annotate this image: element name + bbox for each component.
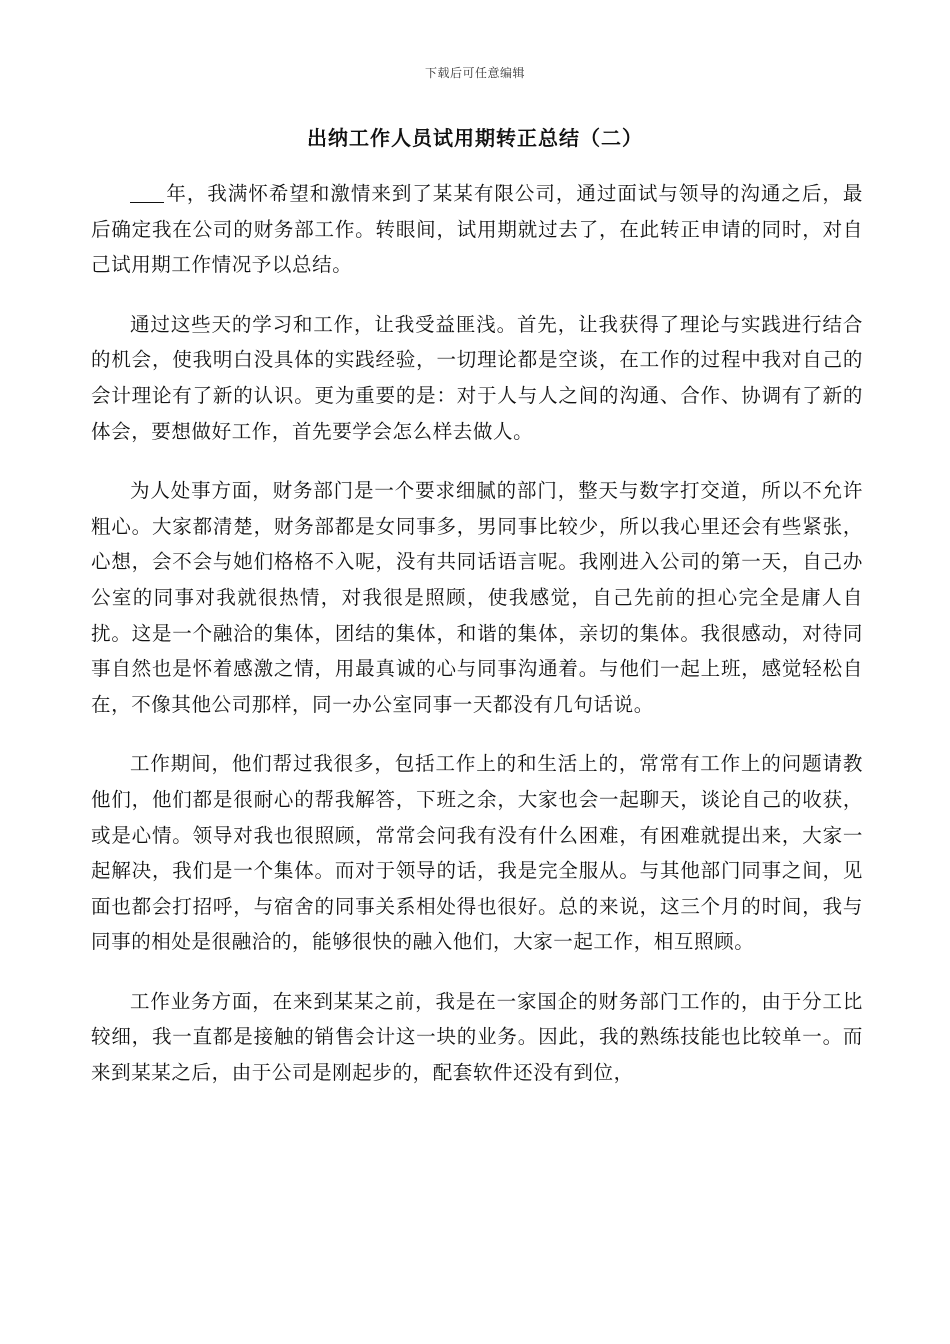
paragraph-1-text: 年，我满怀希望和激情来到了某某有限公司，通过面试与领导的沟通之后，最后确定我在公司的财务部工作。转眼间，试用期就过去了，在此转正申请的同时，对自己试用期工作情况予以总结。 xyxy=(91,182,863,277)
paragraph-5: 工作业务方面，在来到某某之前，我是在一家国企的财务部门工作的，由于分工比较细，我一直都是接触的销售会计这一块的业务。因此，我的熟练技能也比较单一。而来到某某之后，由于公司是刚起步的，配套软件还没有到位， xyxy=(91,989,863,1085)
paragraph-3: 为人处事方面，财务部门是一个要求细腻的部门，整天与数字打交道，所以不允许粗心。大家都清楚，财务部都是女同事多，男同事比较少，所以我心里还会有些紧张，心想，会不会与她们格格不入呢，没有共同话语言呢。我刚进入公司的第一天，自己办公室的同事对我就很热情，对我很是照顾，使我感觉，自己先前的担心完全是庸人自扰。这是一个融洽的集体，团结的集体，和谐的集体，亲切的集体。我很感动，对待同事自然也是怀着感激之情，用最真诚的心与同事沟通着。与他们一起上班，感觉轻松自在，不像其他公司那样，同一办公室同事一天都没有几句话说。 xyxy=(91,479,863,716)
paragraph-4: 工作期间，他们帮过我很多，包括工作上的和生活上的，常常有工作上的问题请教他们，他们都是很耐心的帮我解答，下班之余，大家也会一起聊天，谈论自己的收获，或是心情。领导对我也很照顾，常常会问我有没有什么困难，有困难就提出来，大家一起解决，我们是一个集体。而对于领导的话，我是完全服从。与其他部门同事之间，见面也都会打招呼，与宿舍的同事关系相处得也很好。总的来说，这三个月的时间，我与同事的相处是很融洽的，能够很快的融入他们，大家一起工作，相互照顾。 xyxy=(91,752,863,954)
document-body xyxy=(91,176,863,1115)
document-title: 出纳工作人员试用期转正总结（二） xyxy=(307,126,643,150)
paragraph-2: 通过这些天的学习和工作，让我受益匪浅。首先，让我获得了理论与实践进行结合的机会，使我明白没具体的实践经验，一切理论都是空谈，在工作的过程中我对自己的会计理论有了新的认识。更为重要的是：对于人与人之间的沟通、合作、协调有了新的体会，要想做好工作，首先要学会怎么样去做人。 xyxy=(91,312,863,443)
fill-in-blank xyxy=(130,183,164,204)
header-note: 下载后可任意编辑 xyxy=(424,66,525,80)
paragraph-1 xyxy=(91,176,863,283)
